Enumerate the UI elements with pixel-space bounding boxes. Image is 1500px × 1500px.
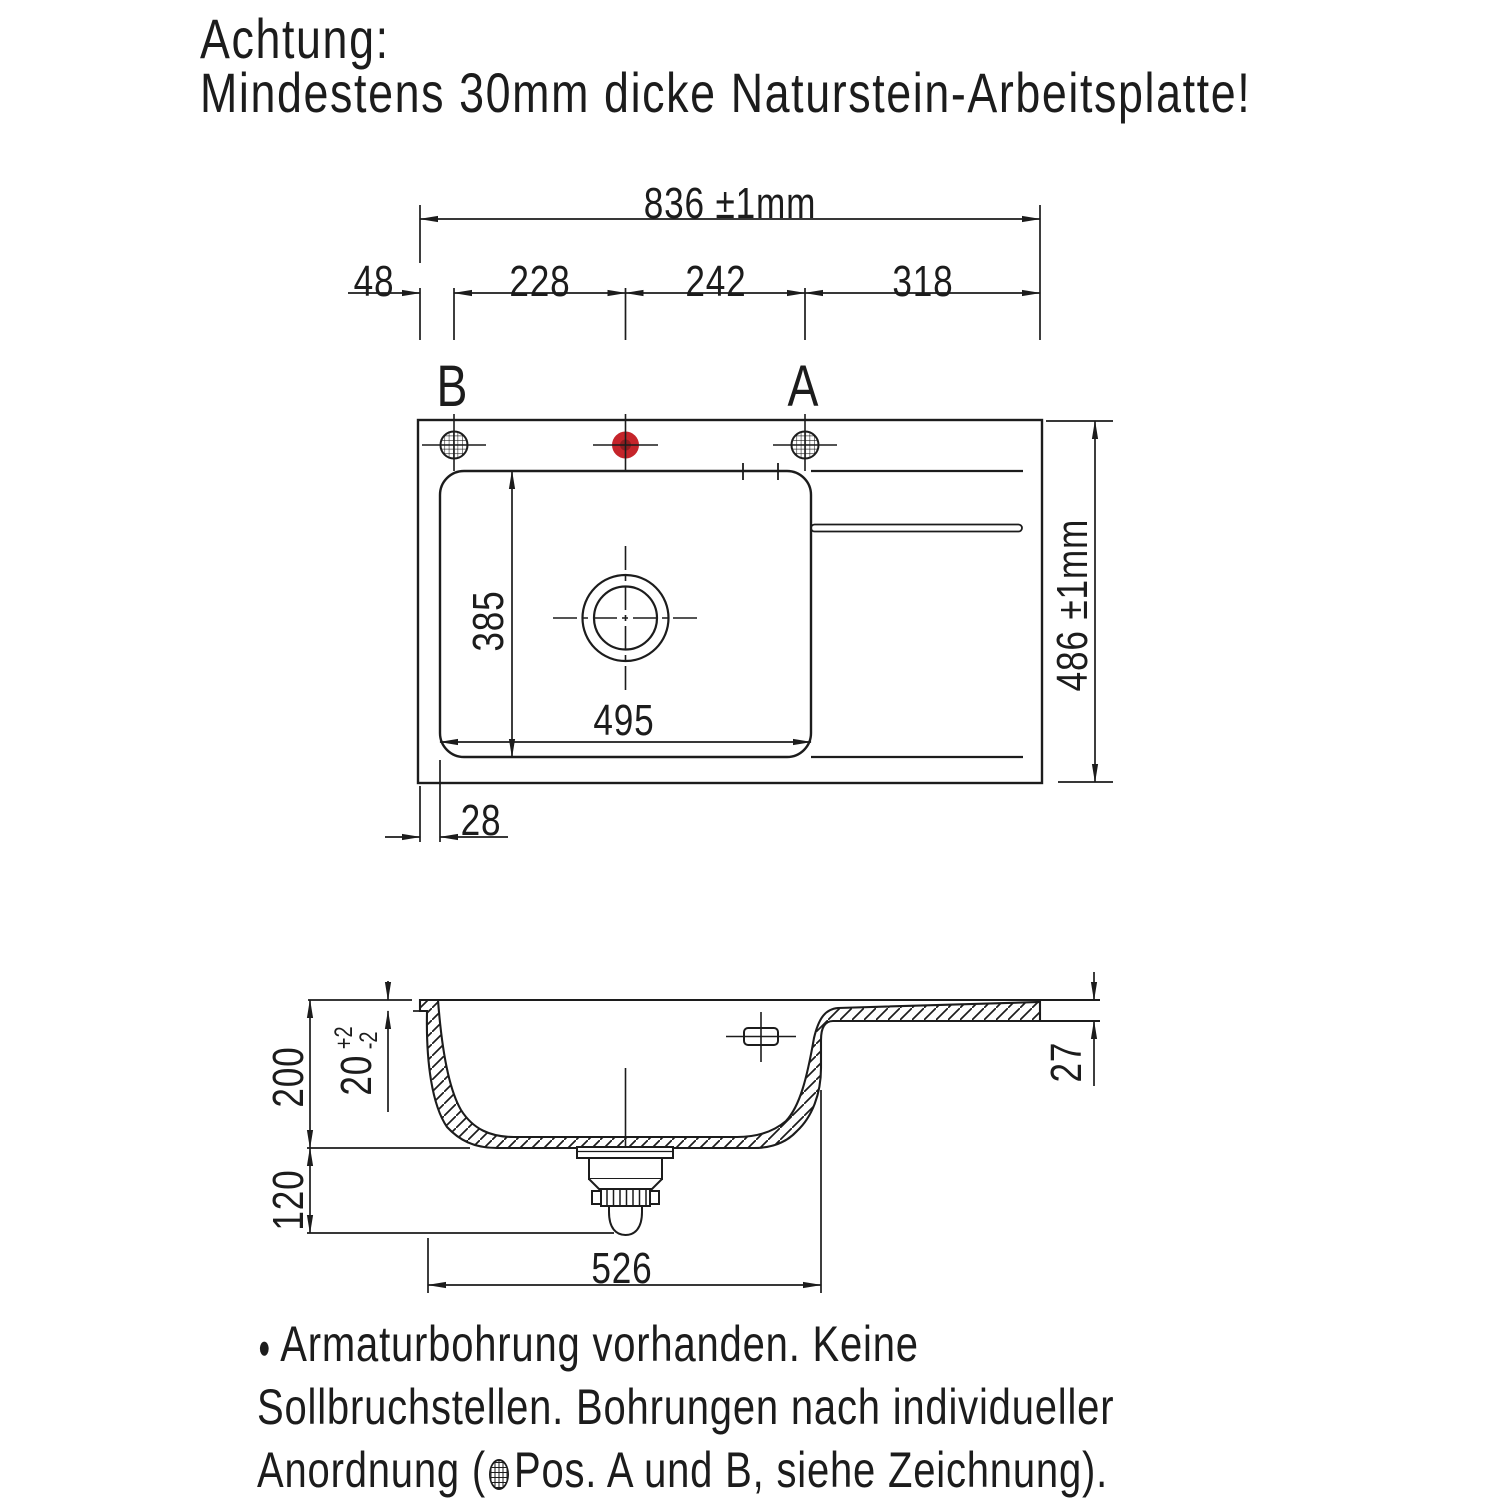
bullet-icon: ● <box>258 1329 272 1366</box>
dim-label-526: 526 <box>591 1244 653 1293</box>
dim-label-242: 242 <box>685 257 747 306</box>
dim-label-120: 120 <box>263 1169 313 1231</box>
warning-title-line1: Achtung: <box>200 7 390 70</box>
section-faucet-hole-symbol <box>726 1012 796 1062</box>
rim-tol-minus: -2 <box>355 1031 383 1050</box>
footnote-line3-pre: Anordnung ( <box>257 1442 486 1498</box>
drainboard <box>743 463 1023 757</box>
rim-value: 20 <box>331 1054 381 1096</box>
faucet-hole-symbol <box>593 414 658 471</box>
hole-b-symbol <box>422 414 486 471</box>
dim-label-48: 48 <box>353 257 395 306</box>
footnote-line3 <box>257 1444 1108 1497</box>
drain-symbol <box>553 546 698 691</box>
dim-label-200: 200 <box>263 1046 313 1108</box>
dim-label-overall-width: 836 ±1mm <box>643 179 817 228</box>
dim-label-228: 228 <box>509 257 571 306</box>
dim-label-318: 318 <box>892 257 954 306</box>
section-body <box>420 1000 1040 1148</box>
dim-label-bowl-width: 495 <box>593 696 655 745</box>
footnote-line2: Sollbruchstellen. Bohrungen nach individueller <box>257 1379 1115 1435</box>
section-drain-assembly <box>577 1068 673 1235</box>
hole-label-a: A <box>787 354 819 419</box>
dim-label-rim-tolerance <box>330 1013 383 1109</box>
dim-label-27: 27 <box>1041 1041 1091 1083</box>
hole-a-symbol <box>773 414 837 471</box>
drill-hole-icon <box>489 1459 509 1490</box>
footnote-line1 <box>257 1318 919 1371</box>
rim-tolerance-stack <box>332 1026 382 1049</box>
dim-label-overall-height: 486 ±1mm <box>1047 518 1097 692</box>
rim-tol-plus: +2 <box>330 1026 358 1050</box>
drainboard-groove <box>811 525 1022 532</box>
footnote-line3-post: Pos. A und B, siehe Zeichnung). <box>513 1442 1109 1498</box>
dim-label-28: 28 <box>460 796 502 845</box>
section-view <box>307 972 1100 1293</box>
footnote-line1-text: Armaturbohrung vorhanden. Keine <box>280 1316 919 1372</box>
warning-title-line2: Mindestens 30mm dicke Naturstein-Arbeitsplatte! <box>200 61 1252 124</box>
drain-outlet <box>609 1206 642 1235</box>
dim-label-bowl-depth: 385 <box>463 590 513 652</box>
hole-label-b: B <box>436 354 468 419</box>
